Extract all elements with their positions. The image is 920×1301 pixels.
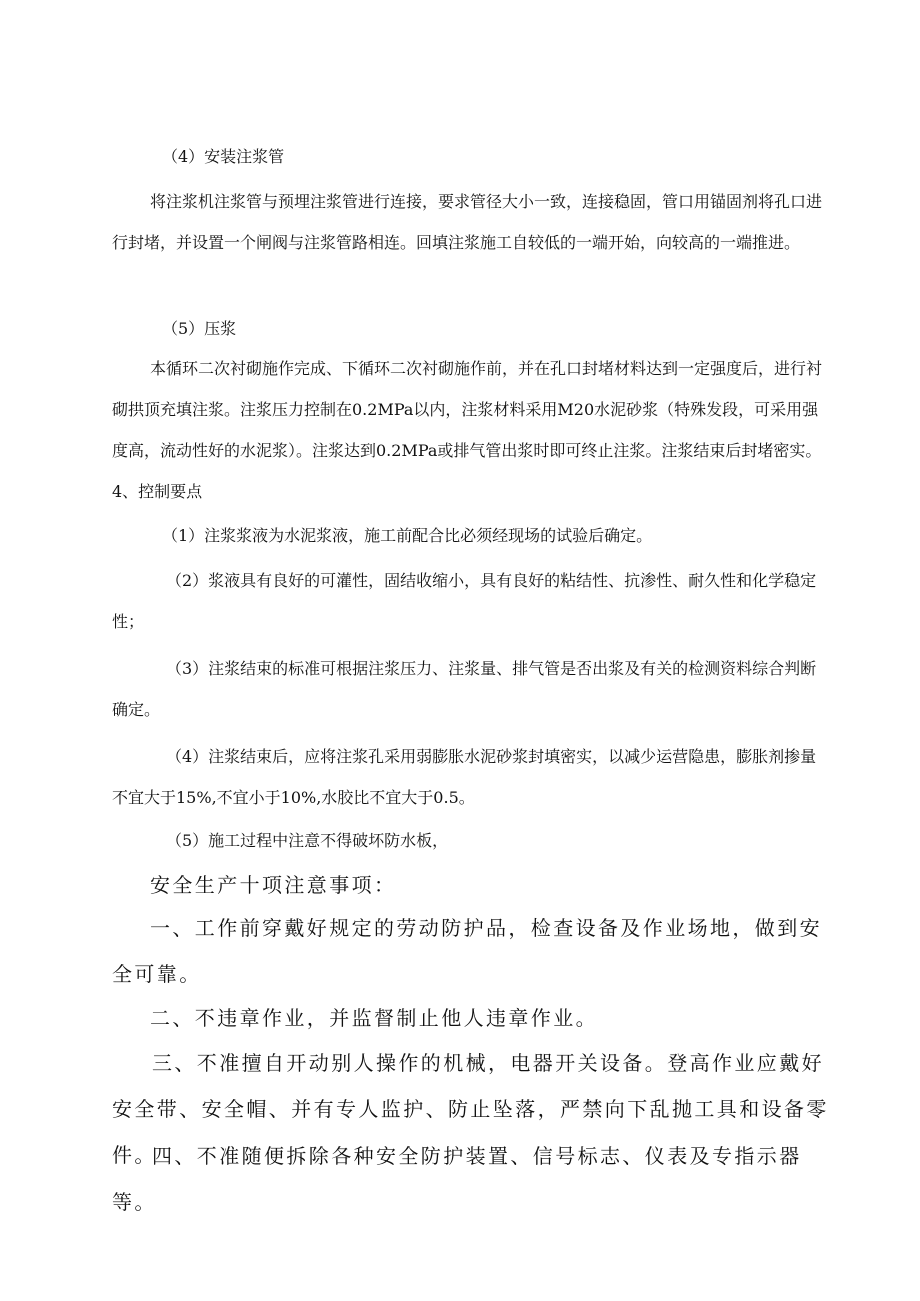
paragraph-grout-pipe-connection: 将注浆机注浆管与预埋注浆管进行连接，要求管径大小一致，连接稳固，管口用锚固剂将孔口进行封堵，并设置一个闸阀与注浆管路相连。回填注浆施工自较低的一端开始，向较高的一端推进。 — [112, 192, 823, 252]
control-point-1: （1）注浆浆液为水泥浆液，施工前配合比必须经现场的试验后确定。 — [162, 526, 653, 545]
safety-item-1: 一、工作前穿戴好规定的劳动防护品，检查设备及作业场地，做到安全可靠。 — [112, 916, 822, 986]
safety-item-4: 四、不准随便拆除各种安全防护装置、信号标志、仪表及专指示器等。 — [112, 1144, 802, 1214]
section-heading-pressure-grouting: （5）压浆 — [162, 319, 237, 338]
safety-item-3: 三、不准擅自开动别人操作的机械，电器开关设备。登高作业应戴好安全带、安全帽、并有专人监护、防止坠落，严禁向下乱抛工具和设备零件。 — [112, 1051, 829, 1167]
control-point-4: （4）注浆结束后，应将注浆孔采用弱膨胀水泥砂浆封填密实，以减少运营隐患，膨胀剂掺量不宜大于15%,不宜小于10%,水胶比不宜大于0.5。 — [112, 747, 817, 807]
paragraph-pressure-grouting: 本循环二次衬砌施作完成、下循环二次衬砌施作前，并在孔口封堵材料达到一定强度后，进行衬砌拱顶充填注浆。注浆压力控制在0.2MPa以内，注浆材料采用M20水泥砂浆（特殊发段，可采用强度高，流动性好的水泥浆）。注浆达到0.2MPa或排气管出浆时即可终止注浆。注浆结束后封堵密实。4、控制要点 — [112, 359, 823, 501]
safety-item-2: 二、不违章作业，并监督制止他人违章作业。 — [150, 1006, 598, 1030]
control-point-3: （3）注浆结束的标准可根据注浆压力、注浆量、排气管是否出浆及有关的检测资料综合判断确定。 — [112, 659, 817, 719]
safety-title: 安全生产十项注意事项： — [150, 873, 397, 897]
control-point-5: （5）施工过程中注意不得破坏防水板， — [166, 831, 449, 850]
control-point-2: （2）浆液具有良好的可灌性，固结收缩小，具有良好的粘结性、抗渗性、耐久性和化学稳定性； — [112, 571, 817, 631]
section-heading-install-grout-pipe: （4）安装注浆管 — [162, 147, 285, 166]
